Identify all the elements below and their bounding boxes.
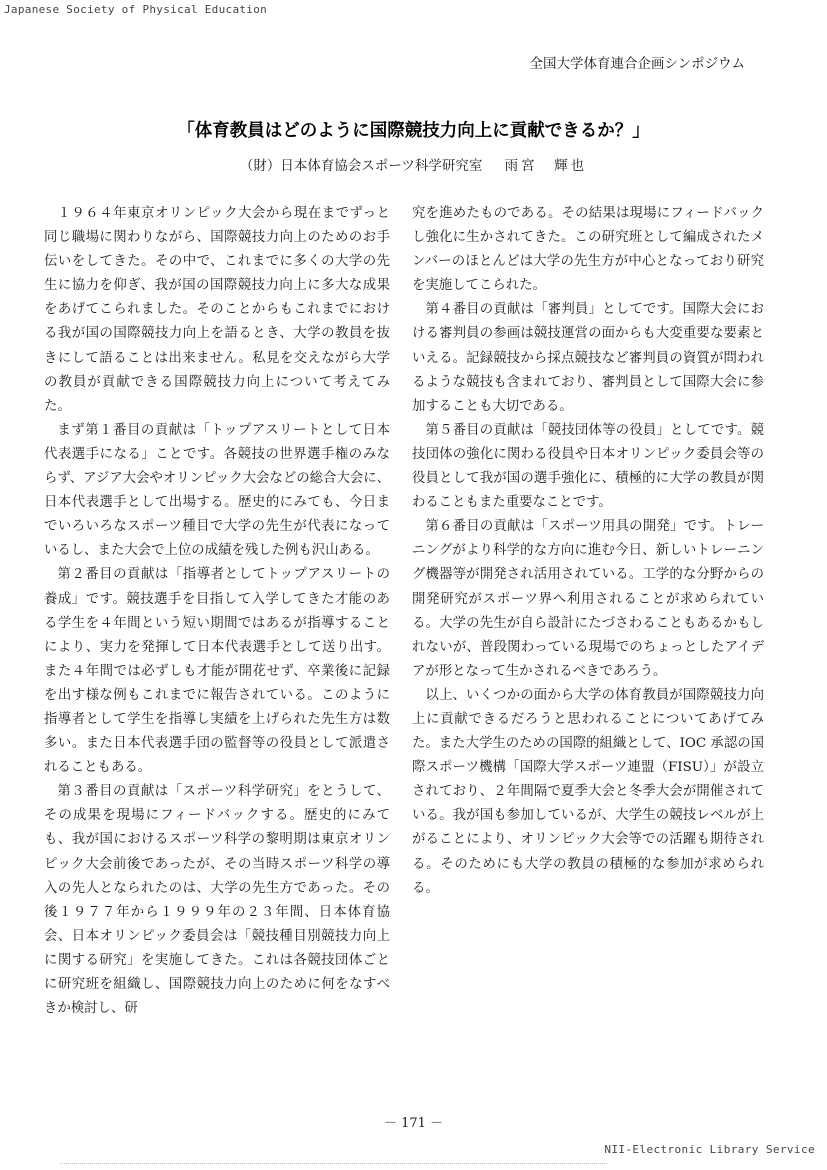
society-header: Japanese Society of Physical Education	[4, 3, 268, 16]
scan-artifact-line	[60, 1163, 607, 1164]
left-column	[44, 202, 390, 1021]
paragraph: 第６番目の貢献は「スポーツ用具の開発」です。トレーニングがより科学的な方向に進む今日、新しいトレーニング機器等が開発され活用されている。工学的な分野からの開発研究がスポーツ界へ利用されることが求められている。大学の先生が自ら設計にたづさわることもあるかもしれないが、普段関わっている現場でのちょっとしたアイデアが形となって生かされるべきであろう。	[412, 519, 764, 679]
symposium-label: 全国大学体育連合企画シンポジウム	[529, 56, 745, 72]
paragraph: １９６４年東京オリンピック大会から現在までずっと同じ職場に関わりながら、国際競技力向上のためのお手伝いをしてきた。その中で、これまでに多くの大学の先生に協力を仰ぎ、我が国の国際競技力向上に多大な成果をあげてこられました。そのことからもこれまでにおける我が国の国際競技力向上を語るとき、大学の教員を抜きにして語ることは出来ません。私見を交えながら大学の教員が貢献できる国際競技力向上について考えてみた。	[44, 206, 390, 414]
byline	[0, 154, 827, 174]
paragraph: 以上、いくつかの面から大学の体育教員が国際競技力向上に貢献できるだろうと思われることについてあげてみた。また大学生のための国際的組織として、IOC 承認の国際スポーツ機構「国際大学スポーツ連盟（FISU）」が設立されており、２年間隔で夏季大会と冬季大会が開催されている。我が国も参加しているが、大学生の競技レベルが上がることにより、オリンピック大会等での活躍も期待される。そのためにも大学の教員の積極的な参加が求められる。	[412, 687, 764, 896]
paragraph: 第２番目の貢献は「指導者としてトップアスリートの養成」です。競技選手を目指して入学してきた才能のある学生を４年間という短い期間ではあるが指導することにより、実力を発揮して日本代表選手として送り出す。また４年間では必ずしも才能が開花せず、卒業後に記録を出す様な例もこれまでに報告されている。このように指導者として学生を指導し実績を上げられた先生方は数多い。また日本代表選手団の監督等の役員として派遣されることもある。	[44, 567, 390, 776]
page-number: － 171 －	[383, 1116, 444, 1131]
right-column	[412, 202, 764, 901]
author-affiliation: （財）日本体育協会スポーツ科学研究室	[239, 158, 483, 174]
paragraph: 第３番目の貢献は「スポーツ科学研究」をとうして、その成果を現場にフィードバックする。歴史的にみても、我が国におけるスポーツ科学の黎明期は東京オリンピック大会前後であったが、その当時スポーツ科学の導入の先人となられたのは、大学の先生方であった。その後１９７７年から１９９９年の２３年間、日本体育協会、日本オリンピック委員会は「競技種目別競技力向上に関する研究」を実施してきた。これは各競技団体ごとに研究班を組織し、国際競技力向上のために何をなすべきか検討し、研	[44, 784, 390, 1017]
paragraph: 第５番目の貢献は「競技団体等の役員」としてです。競技団体の強化に関わる役員や日本オリンピック委員会等の役員として我が国の選手強化に、積極的に大学の教員が関わることもまた重要なことです。	[412, 422, 764, 511]
paragraph: 第４番目の貢献は「審判員」としてです。国際大会における審判員の参画は競技運営の面からも大変重要な要素といえる。記録競技から採点競技など審判員の資質が問われるような競技も含まれており、審判員として国際大会に参加することも大切である。	[412, 302, 764, 414]
author-name: 雨宮 輝也	[504, 158, 588, 174]
paragraph: まず第１番目の貢献は「トップアスリートとして日本代表選手になる」ことです。各競技の世界選手権のみならず、アジア大会やオリンピック大会などの総合大会に、日本代表選手として出場する。歴史的にみても、今日までいろいろなスポーツ種目で大学の先生が代表になっているし、また大会で上位の成績を残した例も沢山ある。	[44, 422, 391, 559]
paragraph-continuation: 究を進めたものである。その結果は現場にフィードバックし強化に生かされてきた。この研究班として編成されたメンバーのほとんどは大学の先生方が中心となっており研究を実施してこられた。	[412, 206, 764, 294]
library-service-footer: NII-Electronic Library Service	[604, 1143, 815, 1156]
paper-title: 「体育教員はどのように国際競技力向上に貢献できるか？」	[177, 121, 650, 141]
